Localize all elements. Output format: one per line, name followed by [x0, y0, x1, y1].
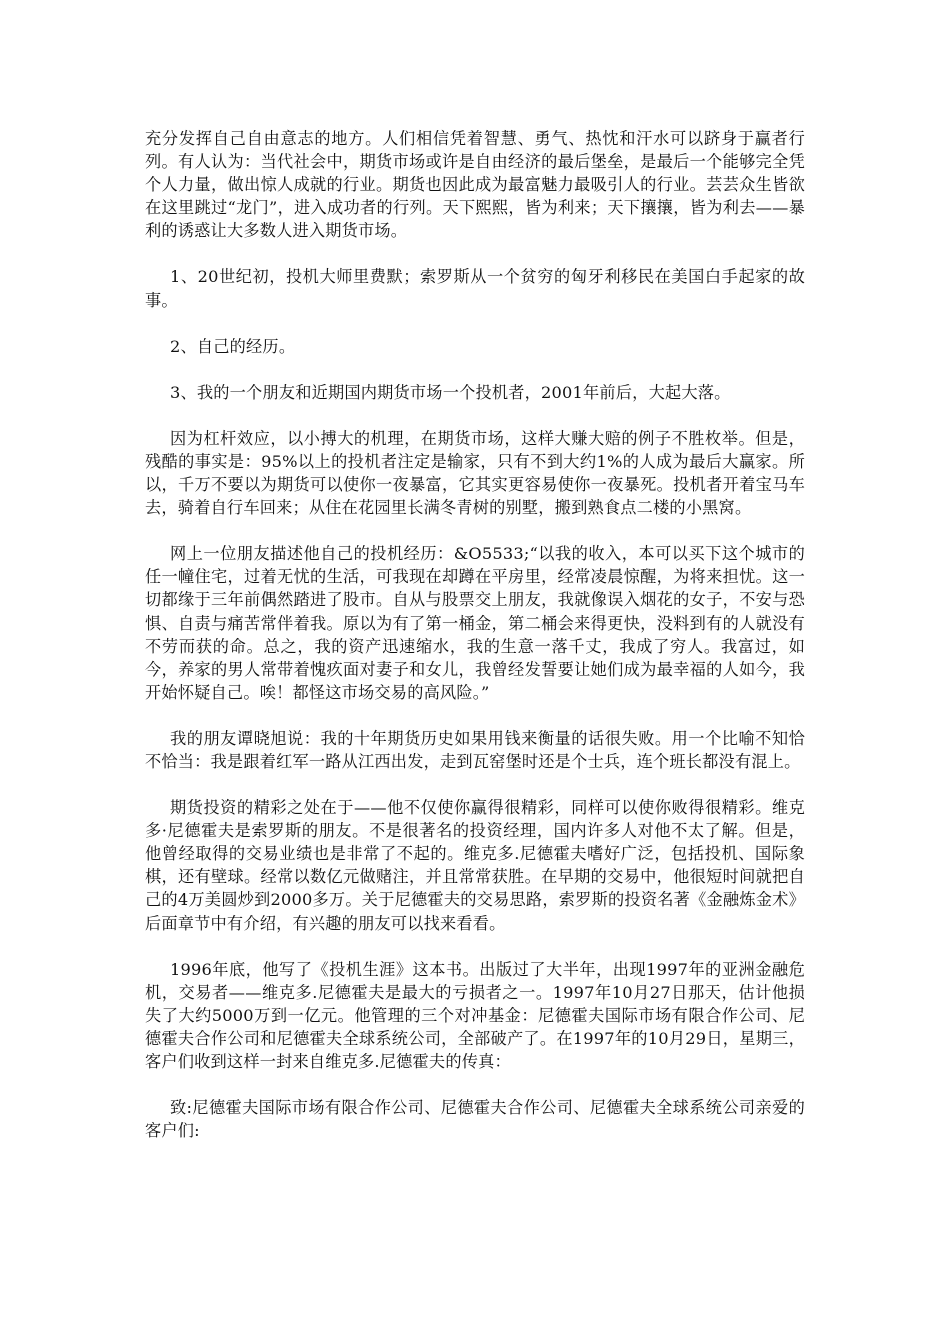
document-body — [145, 127, 805, 1165]
paragraph-intro-continued: 充分发挥自己自由意志的地方。人们相信凭着智慧、勇气、热忱和汗水可以跻身于赢者行列。有人认为：当代社会中，期货市场或许是自由经济的最后堡垒，是最后一个能够完全凭个人力量，做出惊人成就的行业。期货也因此成为最富魅力最吸引人的行业。芸芸众生皆欲在这里跳过“龙门”，进入成功者的行列。天下熙熙，皆为利来；天下攘攘，皆为利去——暴利的诱惑让大多数人进入期货市场。 — [145, 129, 805, 241]
paragraph-niederhoffer: 期货投资的精彩之处在于——他不仅使你赢得很精彩，同样可以使你败得很精彩。维克多·尼德霍夫是索罗斯的朋友。不是很著名的投资经理，国内许多人对他不太了解。但是，他曾经取得的交易业绩也是非常了不起的。维克多.尼德霍夫嗜好广泛，包括投机、国际象棋，还有壁球。经常以数亿元做赌注，并且常常获胜。在早期的交易中，他很短时间就把自己的4万美圆炒到2000多万。关于尼德霍夫的交易思路，索罗斯的投资名著《金融炼金术》后面章节中有介绍，有兴趣的朋友可以找来看看。 — [145, 798, 805, 933]
paragraph-tan-xiaoxu: 我的朋友谭晓旭说：我的十年期货历史如果用钱来衡量的话很失败。用一个比喻不知恰不恰当：我是跟着红军一路从江西出发，走到瓦窑堡时还是个士兵，连个班长都没有混上。 — [145, 728, 805, 771]
paragraph-example-2: 2、自己的经历。 — [170, 336, 296, 356]
paragraph-example-1: 1、20世纪初，投机大师里费默；索罗斯从一个贫穷的匈牙利移民在美国白手起家的故事。 — [145, 267, 805, 310]
paragraph-letter-salutation: 致:尼德霍夫国际市场有限合作公司、尼德霍夫合作公司、尼德霍夫全球系统公司亲爱的客户们: — [145, 1098, 805, 1141]
paragraph-online-friend: 网上一位朋友描述他自己的投机经历：&O5533;“以我的收入，本可以买下这个城市的任一幢住宅，过着无忧的生活，可我现在却蹲在平房里，经常凌晨惊醒，为将来担忧。这一切都缘于三年前偶然踏进了股市。自从与股票交上朋友，我就像误入烟花的女子，不安与恐惧、自责与痛苦常伴着我。原以为有了第一桶金，第二桶会来得更快，没料到有的人就没有不劳而获的命。总之，我的资产迅速缩水，我的生意一落千丈，我成了穷人。我富过，如今，养家的男人常带着愧疚面对妻子和女儿，我曾经发誓要让她们成为最幸福的人如今，我开始怀疑自己。唉！都怪这市场交易的高风险。” — [145, 544, 805, 702]
paragraph-1996-book: 1996年底，他写了《投机生涯》这本书。出版过了大半年，出现1997年的亚洲金融危机，交易者——维克多.尼德霍夫是最大的亏损者之一。1997年10月27日那天，估计他损失了大约5000万到一亿元。他管理的三个对冲基金：尼德霍夫国际市场有限合作公司、尼德霍夫合作公司和尼德霍夫全球系统公司，全部破产了。在1997年的10月29日，星期三，客户们收到这样一封来自维克多.尼德霍夫的传真： — [145, 959, 805, 1071]
paragraph-example-3: 3、我的一个朋友和近期国内期货市场一个投机者，2001年前后，大起大落。 — [170, 382, 731, 402]
paragraph-leverage: 因为杠杆效应，以小搏大的机理，在期货市场，这样大赚大赔的例子不胜枚举。但是，残酷的事实是：95%以上的投机者注定是输家，只有不到大约1%的人成为最后大赢家。所以，千万不要以为期货可以使你一夜暴富，它其实更容易使你一夜暴死。投机者开着宝马车去，骑着自行车回来；从住在花园里长满冬青树的别墅，搬到熟食点二楼的小黑窝。 — [145, 428, 805, 518]
